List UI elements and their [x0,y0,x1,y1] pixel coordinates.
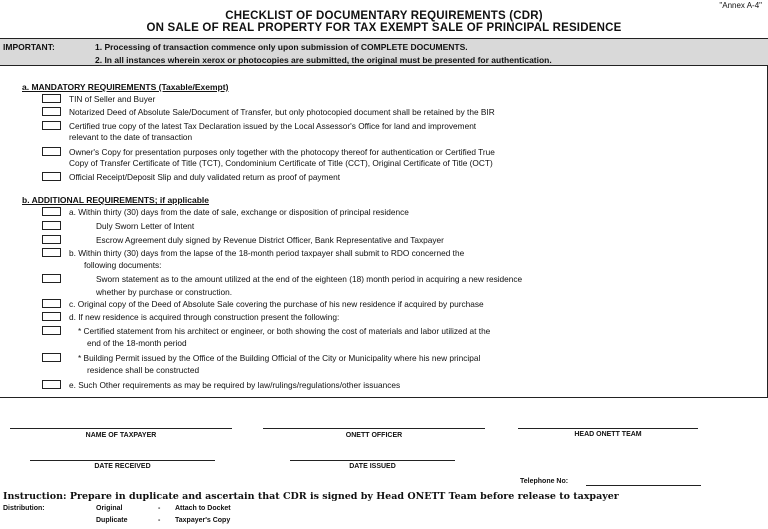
additional-item-certified-statement: * Certified statement from his architect or engineer, or both showing the cost of materials and labor utilized at the [78,326,491,336]
additional-item-building-permit-cont: residence shall be constructed [87,365,200,375]
checkbox-tin[interactable] [42,94,61,103]
telephone-line[interactable] [586,485,701,486]
distribution-copy-original: Original [96,505,123,512]
mandatory-item-deed: Notarized Deed of Absolute Sale/Document of Transfer, but only photocopied document shall be retained by the BIR [69,107,495,117]
taxpayer-name-label: NAME OF TAXPAYER [85,432,157,439]
distribution-label: Distribution: [3,505,45,512]
form-title: CHECKLIST OF DOCUMENTARY REQUIREMENTS (CDR) [225,10,543,22]
checkbox-additional-b[interactable] [42,248,61,257]
distribution-dash: - [158,517,161,524]
checkbox-building-permit[interactable] [42,353,61,362]
mandatory-item-tax-declaration-cont: relevant to the date of transaction [69,132,193,142]
checkbox-certified-statement[interactable] [42,326,61,335]
distribution-dest-taxpayer: Taxpayer's Copy [175,517,231,524]
checkbox-additional-c[interactable] [42,299,61,308]
additional-item-letter-of-intent: Duly Sworn Letter of Intent [96,221,195,231]
additional-item-b-cont: following documents: [84,260,162,270]
checkbox-tax-declaration[interactable] [42,121,61,130]
mandatory-item-tax-declaration: Certified true copy of the latest Tax Declaration issued by the Local Assessor's Office for land and improvement [69,121,477,131]
telephone-label: Telephone No: [520,478,569,485]
head-onett-team-label: HEAD ONETT TEAM [574,431,642,438]
additional-item-a: a. Within thirty (30) days from the date of sale, exchange or disposition of principal residence [69,207,409,217]
onett-officer-label: ONETT OFFICER [345,432,403,439]
checkbox-escrow-agreement[interactable] [42,235,61,244]
date-received-line[interactable] [30,460,215,461]
taxpayer-name-line[interactable] [10,428,232,429]
head-onett-team-line[interactable] [518,428,698,429]
checkbox-deed-of-sale[interactable] [42,107,61,116]
additional-item-b: b. Within thirty (30) days from the lapse of the 18-month period taxpayer shall submit to RDO concerned the [69,248,465,258]
additional-item-c: c. Original copy of the Deed of Absolute Sale covering the purchase of his new residence if acquired by purchase [69,299,484,309]
annex-label: "Annex A-4" [719,1,762,10]
mandatory-item-owners-copy-cont: Copy of Transfer Certificate of Title (TCT), Condominium Certificate of Title (CCT), Original Certificate of Title (OCT) [69,158,493,168]
distribution-dash: - [158,505,161,512]
checkbox-additional-e[interactable] [42,380,61,389]
additional-item-sworn-statement: Sworn statement as to the amount utilized at the end of the eighteen (18) month period in acquiring a new residence [96,274,523,284]
date-issued-label: DATE ISSUED [349,463,396,470]
mandatory-item-owners-copy: Owner's Copy for presentation purposes only together with the photocopy thereof for authentication or Certified True [69,147,495,157]
additional-item-certified-statement-cont: end of the 18-month period [87,338,187,348]
checkbox-additional-d[interactable] [42,312,61,321]
checkbox-sworn-statement[interactable] [42,274,61,283]
date-issued-line[interactable] [290,460,455,461]
mandatory-item-official-receipt: Official Receipt/Deposit Slip and duly validated return as proof of payment [69,172,341,182]
additional-item-d: d. If new residence is acquired through construction present the following: [69,312,340,322]
important-line-1: 1. Processing of transaction commence only upon submission of COMPLETE DOCUMENTS. [95,42,468,52]
additional-item-escrow: Escrow Agreement duly signed by Revenue District Officer, Bank Representative and Taxpayer [96,235,444,245]
mandatory-section-title: a. MANDATORY REQUIREMENTS (Taxable/Exempt) [22,82,229,92]
important-label: IMPORTANT: [3,42,55,52]
additional-item-building-permit: * Building Permit issued by the Office of the Building Official of the City or Municipality where his new principal [78,353,481,363]
additional-item-sworn-statement-cont: whether by purchase or construction. [96,287,233,297]
form-subtitle: ON SALE OF REAL PROPERTY FOR TAX EXEMPT SALE OF PRINCIPAL RESIDENCE [146,22,622,34]
checkbox-additional-a[interactable] [42,207,61,216]
instruction-text: Instruction: Prepare in duplicate and ascertain that CDR is signed by Head ONETT Team before release to taxpayer [3,491,619,502]
important-notice [0,38,768,66]
date-received-label: DATE RECEIVED [94,463,151,470]
distribution-copy-duplicate: Duplicate [96,517,128,524]
checkbox-letter-of-intent[interactable] [42,221,61,230]
important-line-2: 2. In all instances wherein xerox or photocopies are submitted, the original must be presented for authentication. [95,55,552,65]
onett-officer-line[interactable] [263,428,485,429]
checkbox-official-receipt[interactable] [42,172,61,181]
checkbox-owners-copy[interactable] [42,147,61,156]
additional-item-e: e. Such Other requirements as may be required by law/rulings/regulations/other issuances [69,380,401,390]
additional-section-title: b. ADDITIONAL REQUIREMENTS; if applicable [22,195,210,205]
mandatory-item-tin: TIN of Seller and Buyer [69,94,156,104]
distribution-dest-docket: Attach to Docket [175,505,231,512]
